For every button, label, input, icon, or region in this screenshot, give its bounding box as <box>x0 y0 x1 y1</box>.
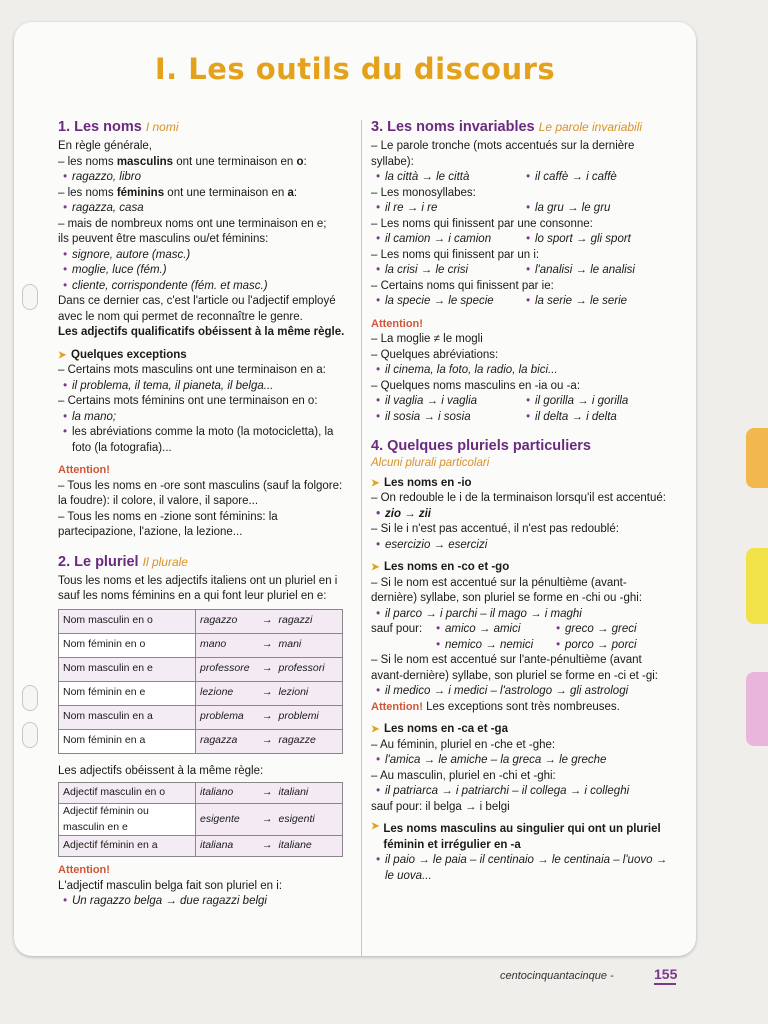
section-1-heading: 1. Les noms I nomi <box>58 119 179 135</box>
arrow-icon: → <box>262 614 273 627</box>
rule-text: – Au masculin, pluriel en -chi et -ghi: <box>371 769 556 782</box>
arrow-icon: → <box>262 734 273 747</box>
arrow-icon: ➤ <box>371 477 380 489</box>
example: • l'amica → le amiche – la greca → le greche <box>371 753 671 769</box>
row-label: Adjectif masculin en o <box>59 783 196 804</box>
rule-text: – Certains noms qui finissent par ie: <box>371 279 554 292</box>
example: • il patriarca → i patriarchi – il collega → i colleghi <box>371 784 671 800</box>
rule-text: – Le parole tronche (mots accentués sur la dernière syllabe): <box>371 140 635 168</box>
example: • il gorilla → i gorilla <box>521 394 671 410</box>
singular: ragazza <box>200 734 238 747</box>
row-example <box>196 836 343 857</box>
plural: problemi <box>278 710 319 723</box>
table-row <box>59 681 343 705</box>
index-tab-yellow <box>746 548 768 624</box>
rule-text: – Les noms qui finissent par un i: <box>371 248 540 261</box>
example: • ragazza, casa <box>58 201 348 217</box>
example: • Un ragazzo belga → due ragazzi belgi <box>58 894 348 910</box>
binder-hole <box>22 284 38 310</box>
rule-text: – Les noms qui finissent par une consonne: <box>371 217 593 230</box>
arrow-icon: → <box>262 662 273 675</box>
row-example <box>196 609 343 633</box>
section-2-heading: 2. Le pluriel Il plurale <box>58 553 188 570</box>
example: • il caffè → i caffè <box>521 170 671 186</box>
example: • la serie → le serie <box>521 294 671 310</box>
example: • il re → i re <box>371 201 521 217</box>
example: • amico → amici <box>431 622 551 638</box>
row-label: Adjectif féminin ou masculin en e <box>59 804 196 836</box>
example: • les abréviations comme la moto (la motocicletta), la foto (la fotografia)... <box>58 425 348 456</box>
example: • zio → zii <box>371 507 671 523</box>
example: • lo sport → gli sport <box>521 232 671 248</box>
rule-text: En règle générale, <box>58 140 152 152</box>
row-example <box>196 705 343 729</box>
exceptions-heading: ➤ Quelques exceptions <box>58 348 187 361</box>
row-label: Nom féminin en e <box>59 681 196 705</box>
attention-text: – Quelques abréviations: <box>371 348 499 361</box>
attention-label: Attention! <box>58 464 110 476</box>
example: • porco → porci <box>551 638 671 654</box>
section-4-heading: 4. Quelques pluriels particuliers <box>371 438 591 454</box>
index-tab-pink <box>746 672 768 746</box>
sauf-label: sauf pour: <box>371 623 423 635</box>
example: • esercizio → esercizi <box>371 538 671 554</box>
row-example <box>196 681 343 705</box>
example: • il parco → i parchi – il mago → i maghi <box>371 607 671 623</box>
example: • il problema, il tema, il pianeta, il belga... <box>58 379 348 395</box>
row-label: Nom féminin en o <box>59 633 196 657</box>
attention-text: – La moglie ≠ le mogli <box>371 333 483 345</box>
example: • la specie → le specie <box>371 294 521 310</box>
plural: ragazzi <box>278 614 313 627</box>
singular: lezione <box>200 686 234 699</box>
attention-text: – Tous les noms en -zione sont féminins: la partecipazione, l'azione, la lezione... <box>58 510 278 538</box>
rule-fem: – les noms féminins ont une terminaison en a: <box>58 186 298 199</box>
page-number-underline <box>654 983 676 985</box>
arrow-icon: → <box>262 686 273 699</box>
exception-list <box>371 622 671 653</box>
example: • moglie, luce (fém.) <box>58 263 348 279</box>
rule-text: – Si le nom est accentué sur l'ante-pénultième (avant avant-dernière) syllabe, son pluriel se forme en -ci et -gi: <box>371 654 658 682</box>
rule-text: – Si le nom est accentué sur la pénultième (avant-dernière) syllabe, son pluriel se forme en -chi ou -ghi: <box>371 576 643 604</box>
example: • cliente, corrispondente (fém. et masc.) <box>58 279 348 295</box>
right-column <box>371 118 671 884</box>
arrow-icon: → <box>262 812 273 825</box>
singular: mano <box>200 638 227 651</box>
plural: italiani <box>278 786 309 799</box>
adj-rule: Les adjectifs qualificatifs obéissent à la même règle. <box>58 326 345 338</box>
table-row <box>59 705 343 729</box>
example: • il paio → le paia – il centinaio → le centinaia – l'uovo → le uova... <box>371 853 671 884</box>
example: • il cinema, la foto, la radio, la bici... <box>371 363 671 379</box>
example: • la gru → le gru <box>521 201 671 217</box>
example: • il delta → i delta <box>521 410 671 426</box>
arrow-icon: ➤ <box>371 724 380 736</box>
example: • la città → le città <box>371 170 521 186</box>
arrow-icon: → <box>262 786 273 799</box>
table-row <box>59 729 343 753</box>
ca-ga-heading: ➤ Les noms en -ca et -ga <box>371 723 508 736</box>
singular: professore <box>200 662 250 675</box>
column-divider <box>361 120 362 956</box>
rule-text: sauf pour: il belga → i belgi <box>371 800 510 813</box>
table-row <box>59 633 343 657</box>
page-number: 155 <box>654 966 678 982</box>
textbook-page <box>14 22 696 956</box>
plural: esigenti <box>278 812 315 825</box>
example: • signore, autore (masc.) <box>58 248 348 264</box>
masc-sing-heading: ➤ Les noms masculins au singulier qui ont un pluriel féminin et irrégulier en -a <box>371 821 661 851</box>
example: • il medico → i medici – l'astrologo → gli astrologi <box>371 684 671 700</box>
binder-hole <box>22 722 38 748</box>
singular: italiana <box>200 839 234 852</box>
plural: mani <box>278 638 302 651</box>
arrow-icon: → <box>262 638 273 651</box>
rule-text: – Les monosyllabes: <box>371 186 476 199</box>
plural: italiane <box>278 839 312 852</box>
example: • ragazzo, libro <box>58 170 348 186</box>
gender-note: Dans ce dernier cas, c'est l'article ou l'adjectif employé avec le nom qui permet de reconnaître le genre. <box>58 295 336 323</box>
example: • l'analisi → le analisi <box>521 263 671 279</box>
row-example <box>196 657 343 681</box>
arrow-icon: → <box>262 710 273 723</box>
arrow-icon: ➤ <box>58 349 67 361</box>
row-example <box>196 729 343 753</box>
rule-masc: – les noms masculins ont une terminaison en o: <box>58 155 307 168</box>
singular: problema <box>200 710 244 723</box>
index-tab-orange <box>746 428 768 488</box>
section-4-subtitle: Alcuni plurali particolari <box>371 457 490 469</box>
plural: professori <box>278 662 325 675</box>
plural-table <box>58 609 343 754</box>
table-row <box>59 609 343 633</box>
attention-line: Attention! Les exceptions sont très nombreuses. <box>371 700 620 713</box>
row-label: Nom masculin en e <box>59 657 196 681</box>
row-label: Adjectif féminin en a <box>59 836 196 857</box>
binder-hole <box>22 685 38 711</box>
plural: lezioni <box>278 686 309 699</box>
row-example <box>196 633 343 657</box>
row-example <box>196 783 343 804</box>
table-row <box>59 657 343 681</box>
row-label: Nom masculin en o <box>59 609 196 633</box>
singular: esigente <box>200 812 240 825</box>
io-heading: ➤ Les noms en -io <box>371 476 472 489</box>
adjective-table <box>58 782 343 857</box>
example: • nemico → nemici <box>431 638 551 654</box>
table-row <box>59 804 343 836</box>
co-go-heading: ➤ Les noms en -co et -go <box>371 561 510 574</box>
rule-text: – Au féminin, pluriel en -che et -ghe: <box>371 738 556 751</box>
page-title: I. Les outils du discours <box>154 52 556 86</box>
row-label: Nom masculin en a <box>59 705 196 729</box>
attention-text: – Quelques noms masculins en -ia ou -a: <box>371 379 581 392</box>
singular: ragazzo <box>200 614 238 627</box>
table-row <box>59 836 343 857</box>
row-example <box>196 804 343 836</box>
page-footer: centocinquantacinque - <box>500 970 614 982</box>
arrow-icon: ➤ <box>371 821 380 832</box>
rule-text: – Si le i n'est pas accentué, il n'est pas redoublé: <box>371 523 619 535</box>
example: • greco → greci <box>551 622 671 638</box>
adj-text: Les adjectifs obéissent à la même règle: <box>58 764 264 777</box>
section-3-heading: 3. Les noms invariables Le parole invariabili <box>371 119 643 135</box>
example: • la mano; <box>58 410 348 426</box>
example: • il vaglia → i vaglia <box>371 394 521 410</box>
attention-label: Attention! <box>371 317 423 330</box>
left-column <box>58 118 348 910</box>
attention-text: – Tous les noms en -ore sont masculins (sauf la folgore: la foudre): il colore, il valore, il sapore... <box>58 479 343 507</box>
rule-e: – mais de nombreux noms ont une terminaison en e; <box>58 217 327 230</box>
rule-text: – On redouble le i de la terminaison lorsqu'il est accentué: <box>371 492 666 504</box>
arrow-icon: → <box>262 839 273 852</box>
arrow-icon: ➤ <box>371 562 380 574</box>
attention-text: L'adjectif masculin belga fait son pluriel en i: <box>58 879 283 892</box>
example: • la crisi → le crisi <box>371 263 521 279</box>
attention-label: Attention! <box>58 864 110 876</box>
table-row <box>59 783 343 804</box>
plural-intro: Tous les noms et les adjectifs italiens ont un pluriel en i sauf les noms féminins en a qui font leur pluriel en e: <box>58 574 338 602</box>
singular: italiano <box>200 786 234 799</box>
row-label: Nom féminin en a <box>59 729 196 753</box>
exception-text: – Certains mots féminins ont une terminaison en o: <box>58 395 318 407</box>
rule-e-2: ils peuvent être masculins ou/et féminins: <box>58 233 269 245</box>
plural: ragazze <box>278 734 316 747</box>
exception-text: – Certains mots masculins ont une terminaison en a: <box>58 364 326 376</box>
example: • il camion → i camion <box>371 232 521 248</box>
example: • il sosia → i sosia <box>371 410 521 426</box>
